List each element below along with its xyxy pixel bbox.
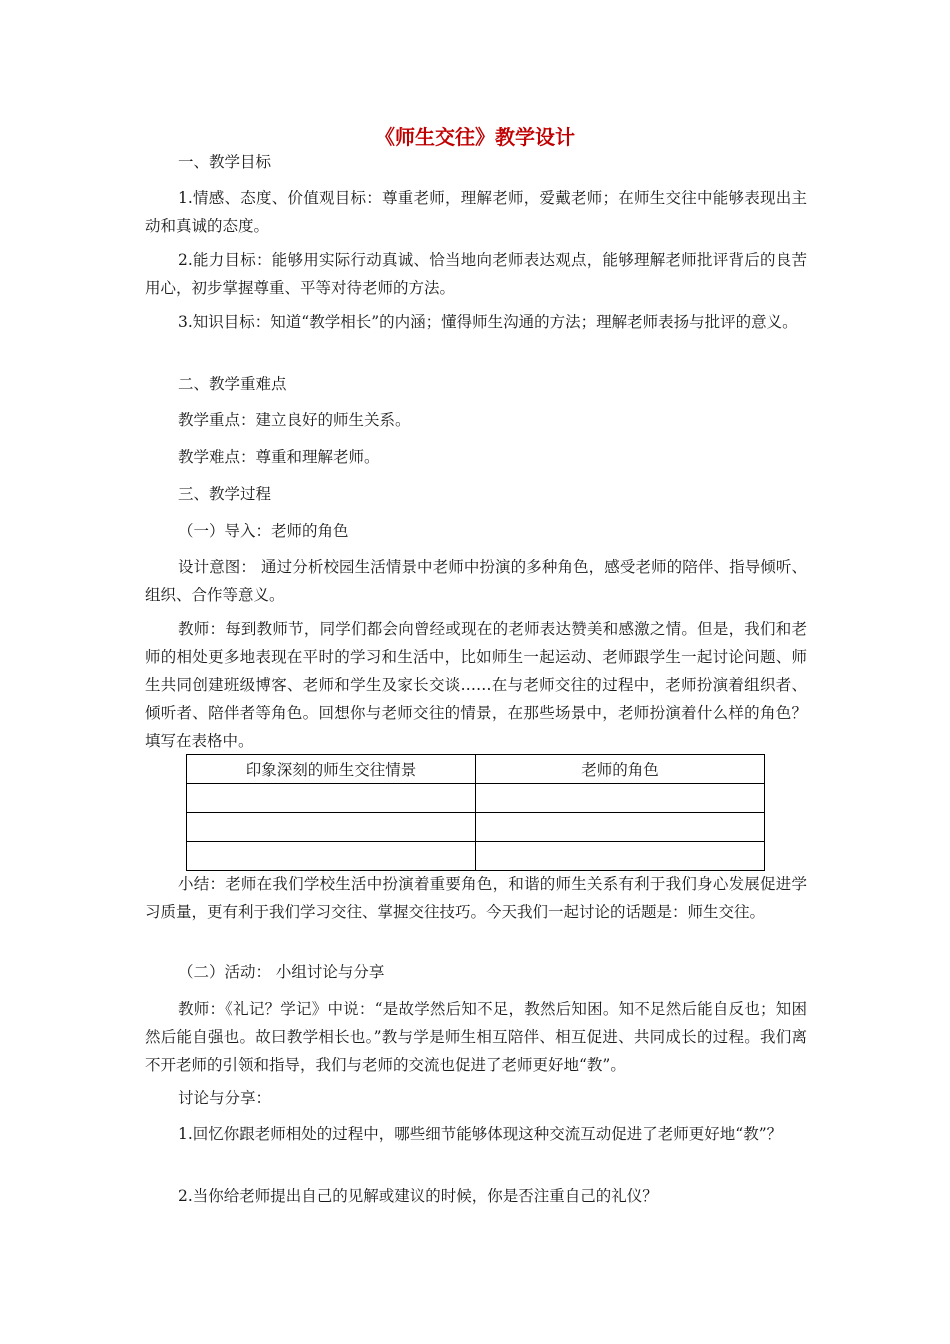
goals-heading: 一、教学目标 (178, 153, 272, 171)
teacher-paragraph-1: 教师：每到教师节，同学们都会向曾经或现在的老师表达赞美和感激之情。但是，我们和老师的相处更多地表现在平时的学习和生活中，比如师生一起运动、老师跟学生一起讨论问题、师生共同创建班级博客、老师和学生及家长交谈……在与老师交往的过程中，老师扮演着组织者、倾听者、陪伴者等角色。回想你与老师交往的情景，在那些场景中，老师扮演着什么样的角色？填写在表格中。 (145, 620, 807, 750)
question-2: 2.当你给老师提出自己的见解或建议的时候，你是否注重自己的礼仪？ (178, 1187, 658, 1205)
table-cell (476, 813, 765, 842)
difficult-point: 教学难点：尊重和理解老师。 (178, 448, 380, 466)
goal-3: 3.知识目标：知道“教学相长”的内涵；懂得师生沟通的方法；理解老师表扬与批评的意义。 (178, 313, 798, 331)
table-row (187, 813, 765, 842)
key-heading: 二、教学重难点 (178, 375, 287, 393)
summary: 小结：老师在我们学校生活中扮演着重要角色，和谐的师生关系有利于我们身心发展促进学习质量，更有利于我们学习交往、掌握交往技巧。今天我们一起讨论的话题是：师生交往。 (145, 875, 807, 921)
table-row (187, 842, 765, 871)
roles-table (186, 754, 765, 871)
teacher-paragraph-2: 教师：《礼记？学记》中说：“是故学然后知不足，教然后知困。知不足然后能自反也；知困然后能自强也。故曰教学相长也。”教与学是师生相互陪伴、相互促进、共同成长的过程。我们离不开老师的引领和指导，我们与老师的交流也促进了老师更好地“教”。 (145, 1000, 807, 1074)
discussion-heading: 讨论与分享： (178, 1089, 272, 1107)
key-point: 教学重点：建立良好的师生关系。 (178, 411, 411, 429)
table-cell (476, 842, 765, 871)
table-cell (187, 842, 476, 871)
part1-heading: （一）导入：老师的角色 (178, 522, 349, 540)
table-header-scene: 印象深刻的师生交往情景 (187, 755, 476, 784)
goal-2: 2.能力目标：能够用实际行动真诚、恰当地向老师表达观点，能够理解老师批评背后的良苦用心，初步掌握尊重、平等对待老师的方法。 (145, 251, 807, 297)
table-header-role: 老师的角色 (476, 755, 765, 784)
process-heading: 三、教学过程 (178, 485, 272, 503)
part2-heading: （二）活动： 小组讨论与分享 (178, 963, 385, 981)
document-title: 《师生交往》教学设计 (375, 125, 575, 149)
question-1: 1.回忆你跟老师相处的过程中，哪些细节能够体现这种交流互动促进了老师更好地“教”？ (178, 1125, 783, 1143)
design-intent: 设计意图： 通过分析校园生活情景中老师中扮演的多种角色，感受老师的陪伴、指导倾听、组织、合作等意义。 (145, 558, 807, 604)
table-cell (476, 784, 765, 813)
goal-1: 1.情感、态度、价值观目标：尊重老师，理解老师，爱戴老师；在师生交往中能够表现出主动和真诚的态度。 (145, 189, 807, 235)
table-cell (187, 813, 476, 842)
table-header-row (187, 755, 765, 784)
table-cell (187, 784, 476, 813)
table-row (187, 784, 765, 813)
